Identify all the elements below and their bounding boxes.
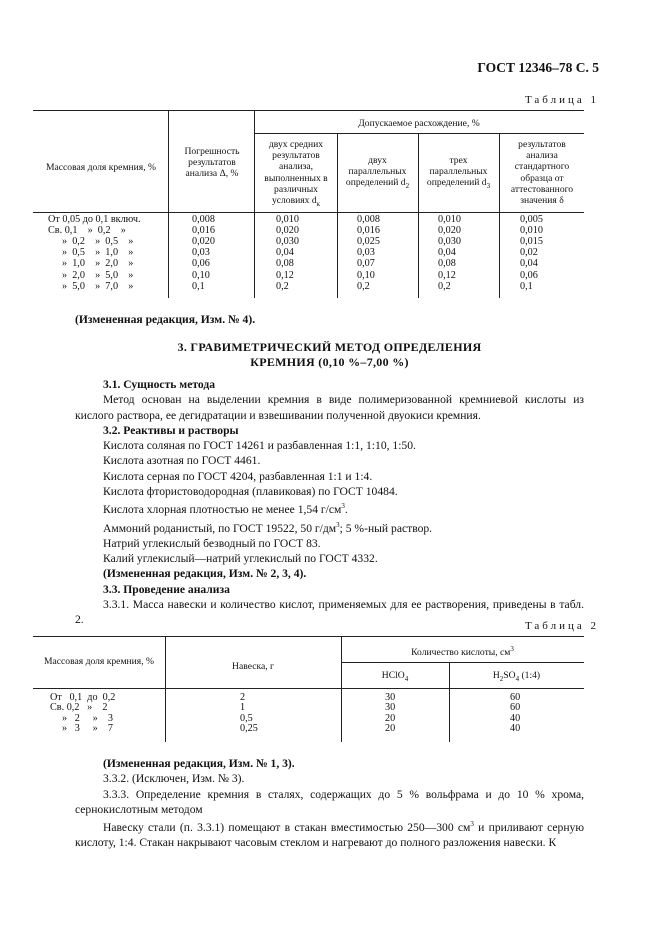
reagent-line: Кислота соляная по ГОСТ 14261 и разбавленная 1:1, 1:10, 1:50. — [103, 439, 416, 453]
table2-cell: 60 — [510, 702, 521, 714]
table2-cell: 0,25 — [240, 723, 258, 735]
table1-cell: 0,020 — [438, 225, 461, 237]
table2-cell: 2 — [240, 692, 246, 703]
final-paragraph: Навеску стали (п. 3.3.1) помещают в стакан вместимостью 250—300 $см^3$ и приливают серную кислоту, 1:4. Стакан накрывают часовым стеклом и нагревают до полного разложения навески. К — [75, 820, 585, 850]
table2-row-label: » 2 » 3 — [62, 712, 113, 724]
table1-row-label: » 2,0 » 5,0 » — [62, 269, 134, 281]
table1-cell: 0,010 — [276, 214, 299, 225]
table1-cell: 0,015 — [520, 236, 543, 248]
table2-cell: 20 — [385, 723, 396, 735]
table1-cell: 0,03 — [192, 247, 210, 259]
table1-header-error: Погрешность результатов анализа Δ, % — [184, 146, 240, 180]
table2-header-weight: Навеска, г — [232, 661, 274, 672]
table1-row-label: » 5,0 » 7,0 » — [62, 280, 134, 292]
table1-cell: 0,08 — [276, 258, 294, 270]
table1-cell: 0,06 — [520, 269, 538, 281]
table2-caption: Таблица 2 — [524, 620, 599, 632]
table2-cell: 0,5 — [240, 712, 253, 724]
table1-cell: 0,04 — [520, 258, 538, 270]
section-3-2-title: 3.2. Реактивы и растворы — [103, 423, 239, 437]
note-amendment-4: (Измененная редакция, Изм. № 4). — [75, 313, 256, 326]
table1-cell: 0,06 — [192, 258, 210, 270]
table1-row-label: От 0,05 до 0,1 включ. — [48, 214, 141, 225]
table1-cell: 0,04 — [438, 247, 456, 259]
table1-cell: 0,020 — [276, 225, 299, 237]
section-3-3-title: 3.3. Проведение анализа — [103, 582, 230, 596]
table2-cell: 40 — [510, 723, 521, 735]
table2-cell: 30 — [385, 692, 396, 703]
table1-header-delta: результатов анализа стандартного образца от аттестованного значения δ — [510, 139, 574, 207]
table2-row-label: От 0,1 до 0,2 — [50, 692, 116, 703]
table1-cell: 0,1 — [520, 280, 533, 292]
table1-cell: 0,008 — [357, 214, 380, 225]
table1-cell: 0,03 — [357, 247, 375, 259]
section-title: 3. ГРАВИМЕТРИЧЕСКИЙ МЕТОД ОПРЕДЕЛЕНИЯ КРЕМНИЯ (0,10 %–7,00 %) — [177, 340, 482, 370]
table1-cell: 0,030 — [438, 236, 461, 248]
note-amendment-2-3-4: (Измененная редакция, Изм. № 2, 3, 4). — [103, 567, 307, 581]
table1-cell: 0,016 — [357, 225, 380, 237]
table2-row-label: » 3 » 7 — [62, 723, 113, 735]
table1-cell: 0,12 — [438, 269, 456, 281]
reagent-line: Кислота фтористоводородная (плавиковая) по ГОСТ 10484. — [103, 485, 398, 499]
table1-header-d3: трех параллельных определений $d_3$ — [426, 155, 491, 191]
table1-cell: 0,1 — [192, 280, 205, 292]
table1-header-d2: двух параллельных определений $d_2$ — [345, 155, 410, 191]
section-3-3-cont — [75, 756, 584, 851]
reagent-line: Аммоний роданистый, по ГОСТ 19522, 50 $г/дм^3$; 5 %-ный раствор. — [103, 520, 433, 535]
section-3-1-text: Метод основан на выделении кремния в виде полимеризованной кремниевой кислоты из кислого раствора, ее дегидратации и взвешивании полученной двуокиси кремния. — [75, 393, 584, 422]
table1-cell: 0,07 — [357, 258, 375, 270]
note-amendment-1-3: (Измененная редакция, Изм. № 1, 3). — [103, 757, 295, 770]
table2-header-mass: Массовая доля кремния, % — [44, 656, 154, 667]
table2-header-acid: Количество кислоты, $см^3$ — [411, 645, 514, 659]
table2-cell: 60 — [510, 692, 521, 703]
table2-cell: 20 — [385, 712, 396, 724]
table1-caption: Таблица 1 — [524, 94, 599, 106]
table2-row-label: Св. 0,2 » 2 — [50, 702, 108, 714]
table1-cell: 0,010 — [438, 214, 461, 225]
table1-cell: 0,2 — [357, 280, 370, 292]
table1-cell: 0,030 — [276, 236, 299, 248]
reagent-line: Натрий углекислый безводный по ГОСТ 83. — [103, 536, 321, 550]
reagent-line: Кислота серная по ГОСТ 4204, разбавленная 1:1 и 1:4. — [103, 469, 373, 483]
table1-cell: 0,2 — [438, 280, 451, 292]
reagent-line: Кислота хлорная плотностью не менее 1,54 $г/см^3$. — [103, 502, 348, 517]
table1-row-label: » 0,5 » 1,0 » — [62, 247, 134, 259]
table1-cell: 0,005 — [520, 214, 543, 225]
table2-header-h2so4: $H_2SO_4$ (1:4) — [492, 670, 541, 683]
table1-cell: 0,008 — [192, 214, 215, 225]
table1-cell: 0,10 — [192, 269, 210, 281]
table2-cell: 1 — [240, 702, 246, 714]
table1-cell: 0,10 — [357, 269, 375, 281]
section-3-1-title: 3.1. Сущность метода — [103, 378, 216, 391]
table1-cell: 0,04 — [276, 247, 294, 259]
table2-cell: 40 — [510, 712, 521, 724]
table1-row-label: Св. 0,1 » 0,2 » — [48, 225, 126, 237]
table1-cell: 0,12 — [276, 269, 294, 281]
section-3-3-2-text: 3.3.2. (Исключен, Изм. № 3). — [103, 772, 245, 786]
table1-cell: 0,016 — [192, 225, 215, 237]
section-3-3-1-text: 3.3.1. Масса навески и количество кислот, применяемых для ее растворения, приведены в табл. 2. — [75, 597, 584, 627]
section-3-3-3-text: 3.3.3. Определение кремния в сталях, содержащих до 5 % вольфрама и до 10 % хрома, сернокислотным методом — [75, 787, 584, 816]
table1-cell: 0,08 — [438, 258, 456, 270]
section-3-body — [75, 377, 584, 627]
table2-header-hclo4: HClO$_4$ — [381, 670, 409, 683]
table1-cell: 0,02 — [520, 247, 538, 259]
reagent-line: Кислота азотная по ГОСТ 4461. — [103, 454, 261, 468]
table1-header-dk: двух средних результатов анализа, выполненных в различных условиях $d_к$ — [264, 139, 328, 208]
table1-cell: 0,010 — [520, 225, 543, 237]
table2-cell: 30 — [385, 702, 396, 714]
table1-cell: 0,025 — [357, 236, 380, 248]
table1-header-discrepancy: Допускаемое расхождение, % — [358, 118, 480, 129]
table1-row-label: » 1,0 » 2,0 » — [62, 258, 134, 270]
table1-cell: 0,2 — [276, 280, 289, 292]
reagent-line: Калий углекислый—натрий углекислый по ГОСТ 4332. — [103, 551, 378, 565]
table1-header-mass: Массовая доля кремния, % — [46, 162, 156, 173]
table1-cell: 0,020 — [192, 236, 215, 248]
page-header: ГОСТ 12346–78 С. 5 — [477, 60, 599, 75]
table1-row-label: » 0,2 » 0,5 » — [62, 236, 134, 248]
